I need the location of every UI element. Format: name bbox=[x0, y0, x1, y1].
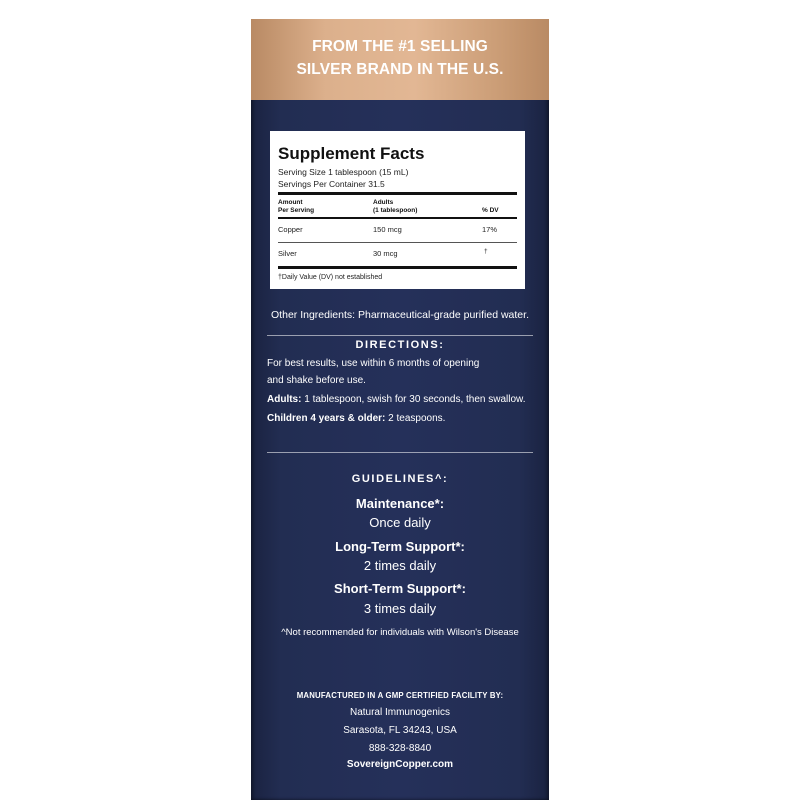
column-header-dv: % DV bbox=[482, 207, 499, 214]
nutrient-name: Copper bbox=[278, 225, 303, 234]
supplement-facts-title: Supplement Facts bbox=[278, 144, 425, 163]
manufacturer-phone: 888-328-8840 bbox=[368, 743, 432, 754]
serving-size: Serving Size 1 tablespoon (15 mL) bbox=[278, 167, 409, 177]
wilsons-disease-note: ^Not recommended for individuals with Wilson's Disease bbox=[281, 627, 519, 638]
facts-footnote: †Daily Value (DV) not established bbox=[278, 274, 383, 281]
copper-banner bbox=[251, 19, 549, 100]
directions-line-2: and shake before use. bbox=[267, 375, 366, 386]
directions-line-1: For best results, use within 6 months of opening bbox=[267, 358, 480, 369]
guideline-value-long-term: 2 times daily bbox=[363, 558, 437, 573]
manufacturer-name: Natural Immunogenics bbox=[349, 707, 451, 718]
nutrient-amount: 30 mcg bbox=[373, 249, 398, 258]
nutrient-amount: 150 mcg bbox=[373, 225, 402, 234]
manufacturer-website: SovereignCopper.com bbox=[346, 759, 454, 770]
facts-divider-top bbox=[278, 192, 517, 195]
guideline-label-long-term: Long-Term Support*: bbox=[335, 539, 465, 554]
guideline-label-maintenance: Maintenance*: bbox=[355, 496, 445, 511]
facts-divider-bottom bbox=[278, 266, 517, 269]
product-box-panel bbox=[251, 19, 549, 800]
banner-line-1: FROM THE #1 SELLING bbox=[312, 38, 488, 55]
nutrient-dv: 17% bbox=[482, 225, 498, 234]
column-header-amount: Amount Per Serving bbox=[278, 199, 315, 214]
section-divider bbox=[267, 452, 533, 453]
guideline-value-short-term: 3 times daily bbox=[363, 601, 437, 616]
supplement-facts-panel bbox=[270, 131, 525, 289]
guideline-value-maintenance: Once daily bbox=[369, 515, 431, 530]
manufacturer-title: MANUFACTURED IN A GMP CERTIFIED FACILITY BY: bbox=[296, 691, 504, 700]
nutrient-dv: † bbox=[484, 248, 488, 255]
other-ingredients: Other Ingredients: Pharmaceutical-grade purified water. bbox=[271, 309, 529, 321]
column-header-adults: Adults (1 tablespoon) bbox=[373, 199, 418, 214]
directions-title: DIRECTIONS: bbox=[355, 339, 445, 351]
directions-children: Children 4 years & older: 2 teaspoons. bbox=[267, 413, 446, 424]
guidelines-title: GUIDELINES^: bbox=[351, 473, 449, 485]
servings-per-container: Servings Per Container 31.5 bbox=[278, 179, 385, 189]
banner-line-2: SILVER BRAND IN THE U.S. bbox=[296, 61, 504, 78]
guideline-label-short-term: Short-Term Support*: bbox=[334, 581, 466, 596]
manufacturer-address: Sarasota, FL 34243, USA bbox=[343, 725, 457, 736]
section-divider bbox=[267, 335, 533, 336]
facts-divider-row bbox=[278, 242, 517, 243]
directions-adults: Adults: 1 tablespoon, swish for 30 seconds, then swallow. bbox=[267, 394, 526, 405]
facts-divider-header bbox=[278, 217, 517, 219]
nutrient-name: Silver bbox=[278, 249, 297, 258]
